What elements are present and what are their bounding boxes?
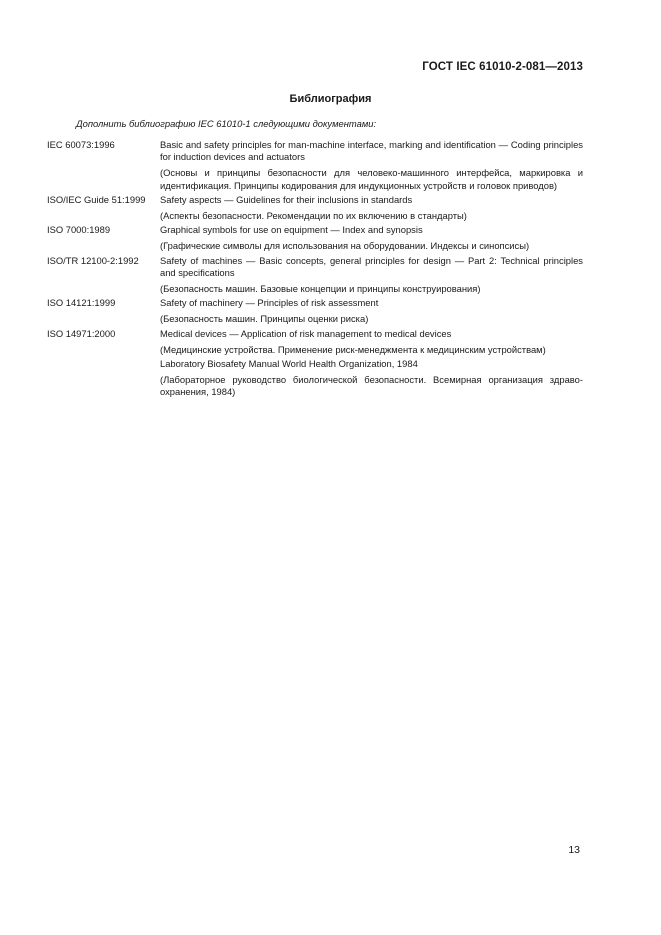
entry-code: ISO/TR 12100-2:1992: [47, 254, 139, 266]
entry-code: ISO 14121:1999: [47, 297, 116, 309]
standard-number: ГОСТ IEC 61010-2-081—2013: [422, 61, 583, 73]
bibliography-list: [47, 139, 583, 401]
entry-title-en: Safety aspects — Guidelines for their inclusions in standards: [160, 193, 413, 205]
entry-title-ru: (Основы и принципы безопасности для человеко-машинного интерфейса, маркировка и идентификация. Принципы кодирования для индукционных устройств и головок приводов): [160, 167, 583, 191]
entry-title-ru: (Безопасность машин. Принципы оценки риска): [160, 313, 369, 325]
entry-code: ISO 14971:2000: [47, 327, 116, 339]
entry-title-ru: (Аспекты безопасности. Рекомендации по их включению в стандарты): [160, 210, 467, 222]
bibliography-entry: [47, 255, 583, 296]
entry-title-en: Safety of machines — Basic concepts, general principles for design — Part 2: Technical principles and specifications: [160, 254, 583, 278]
entry-title-ru: (Лабораторное руководство биологической безопасности. Всемирная организация здраво-охранения, 1984): [160, 374, 583, 398]
entry-title-en: Laboratory Biosafety Manual World Health Organization, 1984: [160, 358, 418, 370]
bibliography-entry: [47, 139, 583, 192]
entry-title-en: Safety of machinery — Principles of risk assessment: [160, 297, 379, 309]
intro-text: Дополнить библиографию IEC 61010-1 следующими документами:: [76, 118, 377, 129]
bibliography-entry: [47, 194, 583, 222]
entry-title-ru: (Медицинские устройства. Применение риск-менеджмента к медицинским устройствам): [160, 343, 546, 355]
entry-description: [160, 328, 583, 356]
entry-code: IEC 60073:1996: [47, 139, 115, 150]
entry-description: [160, 194, 583, 222]
entry-title-ru: (Безопасность машин. Базовые концепции и принципы конструирования): [160, 283, 481, 295]
entry-description: [160, 358, 583, 399]
bibliography-entry: [47, 328, 583, 356]
bibliography-entry: [47, 297, 583, 325]
entry-title-en: Basic and safety principles for man-machine interface, marking and identification — Coding principles for induction devices and actuators: [160, 139, 583, 163]
page-number: 13: [568, 844, 580, 856]
bibliography-entry: [47, 358, 583, 399]
entry-description: [160, 139, 583, 192]
entry-title-ru: (Графические символы для использования на оборудовании. Индексы и синопсисы): [160, 240, 530, 252]
entry-description: [160, 255, 583, 296]
bibliography-entry: [47, 224, 583, 252]
entry-title-en: Medical devices — Application of risk management to medical devices: [160, 327, 452, 339]
page-title: Библиография: [289, 93, 372, 105]
entry-title-en: Graphical symbols for use on equipment — Index and synopsis: [160, 224, 423, 236]
entry-description: [160, 297, 583, 325]
entry-code: ISO 7000:1989: [47, 224, 111, 236]
entry-description: [160, 224, 583, 252]
entry-code: ISO/IEC Guide 51:1999: [47, 193, 146, 205]
